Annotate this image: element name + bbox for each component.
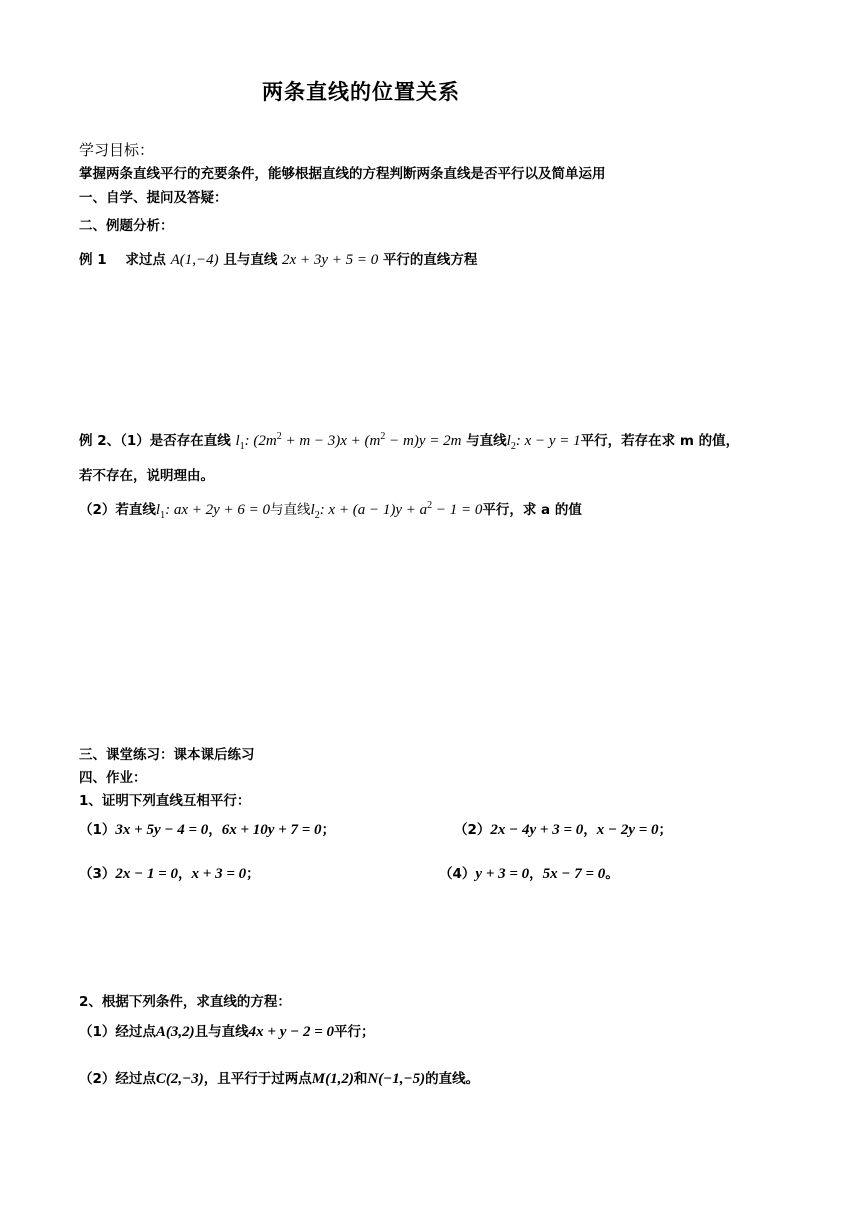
hw1-item-1: [79, 818, 335, 839]
hw1-item-3-sep: ，: [178, 866, 192, 882]
hw1-item-2-eq2: x − 2y = 0: [596, 822, 659, 838]
l1-sup-a: 2: [276, 431, 282, 442]
p2-l1-eq: : ax + 2y + 6 = 0: [165, 502, 271, 518]
hw1-item-1-label: （1）: [79, 822, 116, 838]
hw1-item-3-end: ；: [246, 866, 260, 882]
hw1-item-4-eq1: y + 3 = 0: [475, 866, 530, 882]
p2-l2-eq-a: : x + (a − 1)y + a: [319, 502, 428, 518]
hw2-q2-n: N(−1,−5): [367, 1071, 426, 1087]
hw1-heading: 1、证明下列直线互相平行：: [79, 793, 251, 809]
hw2-q1-point: A(3,2): [155, 1024, 195, 1040]
hw1-item-1-eq1: 3x + 5y − 4 = 0: [115, 822, 209, 838]
hw2-heading: 2、根据下列条件，求直线的方程：: [79, 994, 291, 1010]
hw2-q2-and: 和: [353, 1071, 368, 1087]
example-2-part2-post: 平行，求 a 的值: [482, 502, 582, 518]
hw1-item-3-label: （3）: [79, 866, 116, 882]
example-1-point: A(1,−4): [170, 252, 219, 268]
p2-l2-name: l: [310, 502, 315, 518]
hw1-item-4-eq2: 5x − 7 = 0: [542, 866, 606, 882]
hw1-item-4-label: （4）: [439, 866, 476, 882]
hw1-item-2-label: （2）: [454, 822, 491, 838]
hw1-item-4: [439, 862, 619, 883]
example-1-label: 例 1: [79, 252, 107, 268]
example-1-pre: 求过点: [125, 252, 166, 268]
hw2-question-1: [79, 1020, 375, 1041]
l1-eq-a: : (2m: [244, 433, 277, 449]
example-2-part1-pre: （1）是否存在直线: [120, 433, 231, 449]
l1-eq-b: + m − 3)x + (m: [281, 433, 381, 449]
l1-eq-c: − m)y = 2m: [385, 433, 462, 449]
p2-l2-sup: 2: [427, 500, 433, 511]
section-practice: 三、课堂练习：课本课后练习: [79, 747, 255, 763]
hw1-item-1-eq2: 6x + 10y + 7 = 0: [221, 822, 322, 838]
p2-l2-sub: 2: [314, 510, 320, 521]
hw1-item-2-end: ；: [658, 822, 673, 838]
l1-sup-b: 2: [380, 431, 386, 442]
hw1-item-1-sep: ，: [208, 822, 222, 838]
example-2-mid: 与直线: [466, 433, 507, 449]
section-examples: 二、例题分析：: [79, 218, 174, 234]
goal-text: 掌握两条直线平行的充要条件，能够根据直线的方程判断两条直线是否平行以及简单运用: [79, 166, 606, 182]
example-2-part1-post: 平行，若存在求 m 的值，: [580, 433, 740, 449]
example-1-post: 平行的直线方程: [382, 252, 478, 268]
hw1-item-2: [454, 818, 672, 839]
example-2-part-2: [79, 498, 582, 521]
example-2-part2-pre: （2）若直线: [79, 502, 156, 518]
hw2-q2-post: 的直线。: [425, 1071, 480, 1087]
section-homework: 四、作业：: [79, 770, 147, 786]
hw2-q2-mid: ，且平行于过两点: [203, 1071, 312, 1087]
hw1-item-2-eq1: 2x − 4y + 3 = 0: [490, 822, 584, 838]
example-2-label: 例 2、: [79, 433, 121, 449]
example-2-part-1-line-2: 若不存在，说明理由。: [79, 468, 214, 484]
example-1-line: 2x + 3y + 5 = 0: [282, 252, 379, 268]
example-1: [79, 248, 477, 269]
hw1-item-2-sep: ，: [583, 822, 597, 838]
page-title: 两条直线的位置关系: [262, 80, 460, 104]
hw2-q1-mid: 且与直线: [194, 1024, 249, 1040]
hw1-item-4-sep: ，: [529, 866, 543, 882]
hw1-item-3: [79, 862, 260, 883]
hw2-question-2: [79, 1067, 479, 1088]
hw2-q2-point: C(2,−3): [155, 1071, 204, 1087]
example-2-part2-mid: 与直线: [270, 502, 311, 518]
l2-name: l: [506, 433, 511, 449]
l1-sub: 1: [239, 441, 245, 452]
hw2-q1-pre: （1）经过点: [79, 1024, 156, 1040]
p2-l1-name: l: [155, 502, 161, 518]
hw1-item-1-end: ；: [321, 822, 336, 838]
hw1-item-3-eq1: 2x − 1 = 0: [115, 866, 179, 882]
hw2-q1-post: 平行；: [334, 1024, 375, 1040]
hw2-q2-m: M(1,2): [311, 1071, 354, 1087]
example-1-mid: 且与直线: [223, 252, 278, 268]
hw2-q2-pre: （2）经过点: [79, 1071, 156, 1087]
hw1-item-4-end: 。: [605, 866, 619, 882]
goal-heading: 学习目标：: [79, 141, 155, 159]
l2-sub: 2: [510, 441, 516, 452]
p2-l1-sub: 1: [160, 510, 166, 521]
l1-name: l: [235, 433, 240, 449]
hw2-q1-line: 4x + y − 2 = 0: [248, 1024, 334, 1040]
section-self-study: 一、自学、提问及答疑：: [79, 190, 228, 206]
hw1-item-3-eq2: x + 3 = 0: [191, 866, 247, 882]
example-2-part-1: [79, 429, 739, 452]
p2-l2-eq-b: − 1 = 0: [432, 502, 483, 518]
l2-eq: : x − y = 1: [515, 433, 581, 449]
